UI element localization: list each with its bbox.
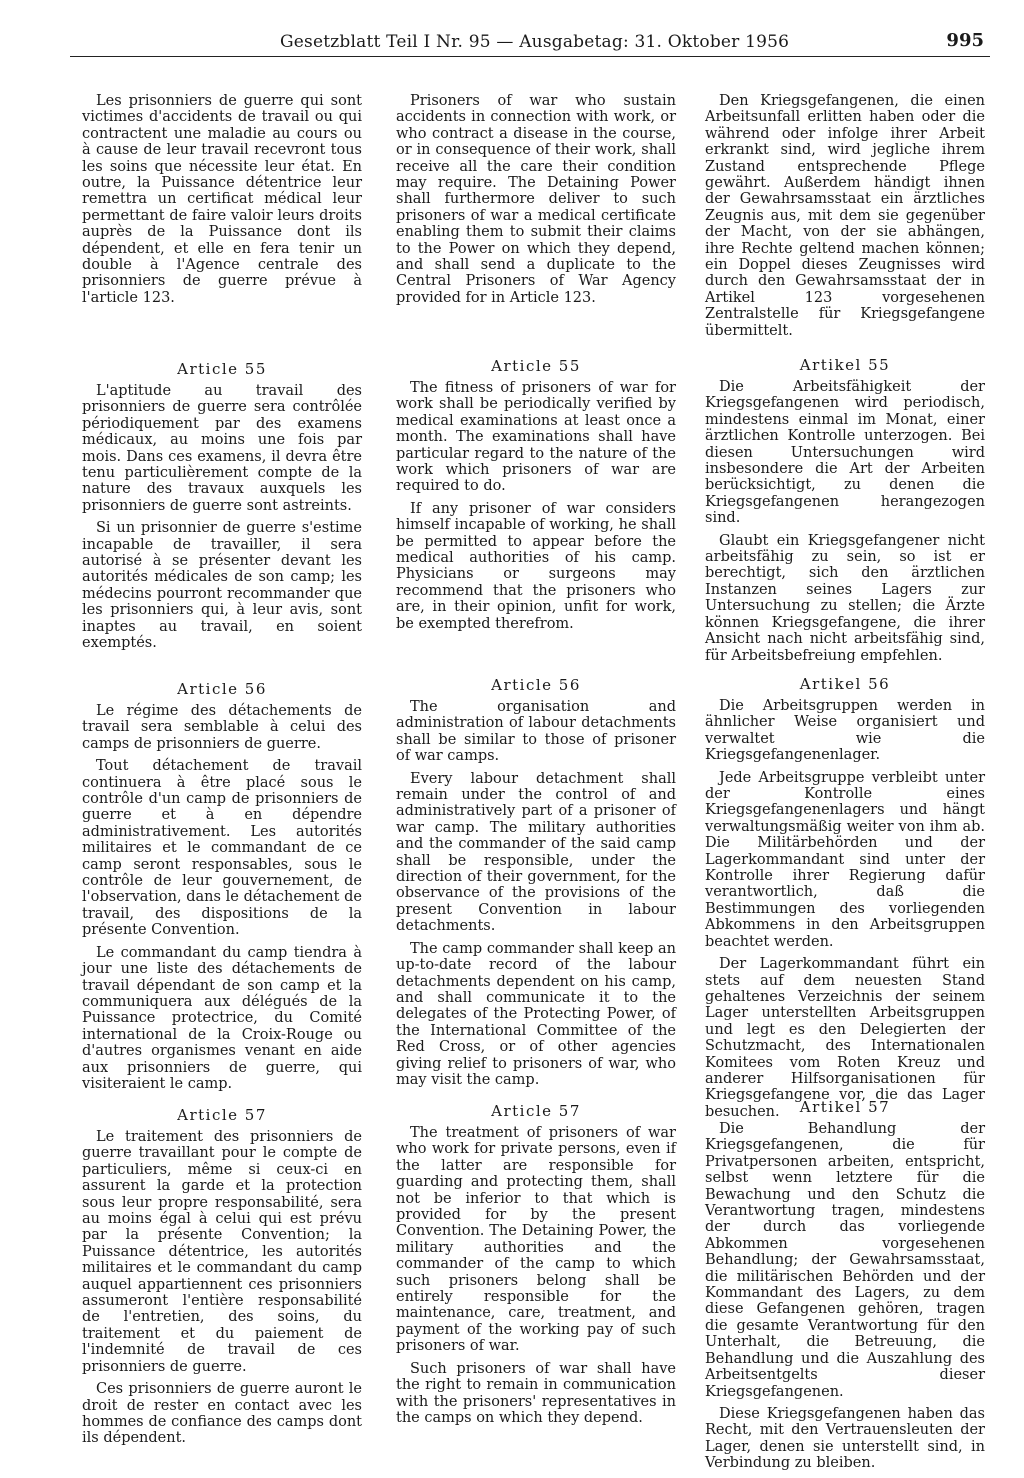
paragraph: Die Behandlung der Kriegsgefangenen, die für Privatpersonen arbeiten, entspricht, selbst wenn letztere für die Bewachung und den Schutz die Verantwortung tragen, mindestens der durch das vorliegende Abkommen vorgesehenen Behandlung; der Gewahrsamsstaat, die militärischen Behörden und der Kommandant des Lagers, zu dem diese Gefangenen gehören, tragen die gesamte Verantwortung für den Unterhalt, die Betreuung, die Behandlung und die Auszahlung des Arbeitsentgelts dieser Kriegsgefangenen. [705, 1121, 985, 1400]
paragraph: The camp commander shall keep an up-to-date record of the labour detachments dependent on his camp, and shall communicate it to the delegates of the Protecting Power, of the International Committee of the Red Cross, or of other agencies giving relief to prisoners of war, who may visit the camp. [396, 940, 676, 1088]
article-heading: Artikel 56 [799, 675, 891, 693]
french-article-55 [82, 360, 362, 658]
paragraph: Prisoners of war who sustain accidents in connection with work, or who contract a disease in the course, or in consequence of their work, shall receive all the care their condition may require. The Detaining Power shall furthermore deliver to such prisoners of war a medical certificate enabling them to submit their claims to the Power on which they depend, and shall send a duplicate to the Central Prisoners of War Agency provided for in Article 123. [396, 93, 676, 306]
english-article-55 [396, 357, 676, 638]
paragraph: The treatment of prisoners of war who work for private persons, even if the latter are responsible for guarding and protecting them, shall not be inferior to that which is provided for by the present Convention. The Detaining Power, the military authorities and the commander of the camp to which such prisoners belong shall be entirely responsible for the maintenance, care, treatment, and payment of the working pay of such prisoners of war. [396, 1125, 676, 1355]
header-title: Gesetzblatt Teil I Nr. 95 — Ausgabetag: 31. Oktober 1956 [280, 32, 790, 52]
article-heading: Artikel 57 [799, 1098, 891, 1116]
paragraph: Jede Arbeitsgruppe verbleibt unter der Kontrolle eines Kriegsgefangenenlagers und hängt verwaltungsmäßig weiter von ihm ab. Die Militärbehörden und der Lagerkommandant sind unter der Kontrolle ihrer Regierung dafür verantwortlich, daß die Bestimmungen des vorliegenden Abkommens in den Arbeitsgruppen beachtet werden. [705, 769, 985, 950]
page-number: 995 [946, 30, 984, 51]
paragraph: Le traitement des prisonniers de guerre travaillant pour le compte de particuliers, même si ceux-ci en assurent la garde et la protection sous leur propre responsabilité, sera au moins égal à celui qui est prévu par la présente Convention; la Puissance détentrice, les autorités militaires et le commandant du camp auquel appartiennent ces prisonniers assumeront l'entière responsabilité de l'entretien, des soins, du traitement et du paiement de l'indemnité de travail de ces prisonniers de guerre. [82, 1129, 362, 1375]
paragraph: Den Kriegsgefangenen, die einen Arbeitsunfall erlitten haben oder die während oder infolge ihrer Arbeit erkrankt sind, wird jegliche ihrem Zustand entsprechende Pflege gewährt. Außerdem händigt ihnen der Gewahrsamsstaat ein ärztliches Zeugnis aus, mit dem sie gegenüber der Macht, von der sie abhängen, ihre Rechte geltend machen können; ein Doppel dieses Zeugnisses wird durch den Gewahrsamsstaat der in Artikel 123 vorgesehenen Zentralstelle für Kriegsgefangene übermittelt. [705, 93, 985, 339]
paragraph: The fitness of prisoners of war for work shall be periodically verified by medical examinations at least once a month. The examinations shall have particular regard to the nature of the work which prisoners of war are required to do. [396, 380, 676, 495]
paragraph: Glaubt ein Kriegsgefangener nicht arbeitsfähig zu sein, so ist er berechtigt, sich den ärztlichen Instanzen seines Lagers zur Untersuchung zu stellen; die Ärzte können Kriegsgefangene, die ihrer Ansicht nach nicht arbeitsfähig sind, für Arbeitsbefreiung empfehlen. [705, 532, 985, 664]
paragraph: Der Lagerkommandant führt ein stets auf dem neuesten Stand gehaltenes Verzeichnis der seinem Lager unterstellten Arbeitsgruppen und legt es den Delegierten der Schutzmacht, des Internationalen Komitees vom Roten Kreuz und anderer Hilfsorganisationen für Kriegsgefangene vor, die das Lager besuchen. [705, 956, 985, 1120]
paragraph: Tout détachement de travail continuera à être placé sous le contrôle d'un camp de prisonniers de guerre et à en dépendre administrativement. Les autorités militaires et le commandant de ce camp seront responsables, sous le contrôle de leur gouvernement, de l'observation, dans le détachement de travail, des dispositions de la présente Convention. [82, 758, 362, 939]
french-article-56 [82, 680, 362, 1098]
english-article-56 [396, 676, 676, 1094]
article-heading: Artikel 55 [799, 356, 891, 374]
paragraph: Les prisonniers de guerre qui sont victimes d'accidents de travail ou qui contractent une maladie au cours ou à cause de leur travail recevront tous les soins que nécessite leur état. En outre, la Puissance détentrice leur remettra un certificat médical leur permettant de faire valoir leurs droits auprès de la Puissance dont ils dépendent, et elle en fera tenir un double à l'Agence centrale des prisonniers de guerre prévue à l'article 123. [82, 93, 362, 306]
german-article-55 [705, 356, 985, 670]
paragraph: The organisation and administration of labour detachments shall be similar to those of prisoner of war camps. [396, 699, 676, 765]
french-article-57 [82, 1106, 362, 1453]
paragraph: Le régime des détachements de travail sera semblable à celui des camps de prisonniers de guerre. [82, 703, 362, 752]
article-heading: Article 57 [177, 1106, 267, 1124]
article-heading: Article 55 [491, 357, 581, 375]
paragraph: Die Arbeitsfähigkeit der Kriegsgefangenen wird periodisch, mindestens einmal im Monat, einer ärztlichen Kontrolle unterzogen. Bei diesen Untersuchungen wird insbesondere die Art der Arbeiten berücksichtigt, zu denen die Kriegsgefangenen herangezogen sind. [705, 379, 985, 527]
paragraph: L'aptitude au travail des prisonniers de guerre sera contrôlée périodiquement par des examens médicaux, au moins une fois par mois. Dans ces examens, il devra être tenu particulièrement compte de la nature des travaux auxquels les prisonniers de guerre sont astreints. [82, 383, 362, 514]
french-intro [82, 93, 362, 312]
english-intro [396, 93, 676, 312]
paragraph: Le commandant du camp tiendra à jour une liste des détachements de travail dépendant de son camp et la communiquera aux délégués de la Puissance protectrice, du Comité international de la Croix-Rouge ou d'autres organismes venant en aide aux prisonniers de guerre, qui visiteraient le camp. [82, 944, 362, 1092]
article-heading: Article 55 [177, 360, 267, 378]
paragraph: Ces prisonniers de guerre auront le droit de rester en contact avec les hommes de confiance des camps dont ils dépendent. [82, 1381, 362, 1447]
paragraph: If any prisoner of war considers himself incapable of working, he shall be permitted to appear before the medical authorities of his camp. Physicians or surgeons may recommend that the prisoners who are, in their opinion, unfit for work, be exempted therefrom. [396, 500, 676, 632]
paragraph: Every labour detachment shall remain under the control of and administratively part of a prisoner of war camp. The military authorities and the commander of the said camp shall be responsible, under the direction of their government, for the observance of the provisions of the present Convention in labour detachments. [396, 770, 676, 935]
article-heading: Article 56 [177, 680, 267, 698]
paragraph: Such prisoners of war shall have the right to remain in communication with the prisoners' representatives in the camps on which they depend. [396, 1360, 676, 1426]
paragraph: Diese Kriegsgefangenen haben das Recht, mit den Vertrauensleuten der Lager, denen sie unterstellt sind, in Verbindung zu bleiben. [705, 1405, 985, 1472]
german-intro [705, 93, 985, 345]
article-heading: Article 56 [491, 676, 581, 694]
german-article-56 [705, 675, 985, 1126]
page-header [70, 30, 990, 57]
german-article-57 [705, 1098, 985, 1478]
paragraph: Si un prisonnier de guerre s'estime incapable de travailler, il sera autorisé à se présenter devant les autorités médicales de son camp; les médecins pourront recommander que les prisonniers qui, à leur avis, sont inaptes au travail, en soient exemptés. [82, 520, 362, 652]
paragraph: Die Arbeitsgruppen werden in ähnlicher Weise organisiert und verwaltet wie die Kriegsgefangenenlager. [705, 698, 985, 764]
english-article-57 [396, 1102, 676, 1432]
article-heading: Article 57 [491, 1102, 581, 1120]
